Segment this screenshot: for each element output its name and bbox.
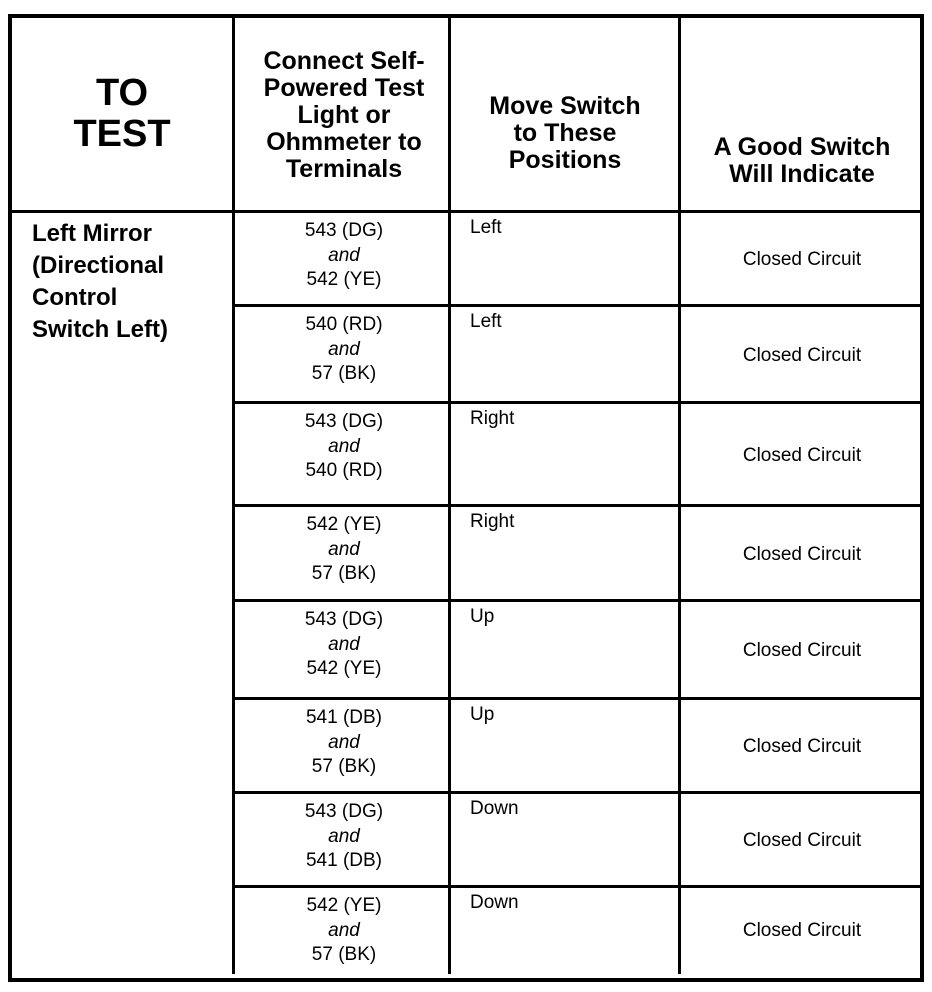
position-cell: Up [470, 704, 495, 725]
terminals-cell [236, 706, 452, 780]
position-cell: Right [470, 408, 515, 429]
terminal-value: 542 (YE) [306, 895, 382, 916]
header-good-switch [682, 126, 922, 196]
position-cell: Left [470, 311, 502, 332]
row-divider [232, 304, 920, 307]
header-good-line: Will Indicate [729, 160, 875, 188]
indication-cell: Closed Circuit [742, 736, 862, 757]
terminal-value: 57 (BK) [311, 563, 377, 585]
terminal-value: 540 (RD) [305, 460, 383, 482]
terminal-value: 541 (DB) [305, 707, 383, 728]
header-divider [12, 210, 920, 213]
header-move-line: to These [513, 118, 617, 147]
header-move-line: Move Switch [489, 91, 641, 120]
indication-cell: Closed Circuit [742, 640, 862, 661]
terminal-conjunction: and [328, 633, 360, 655]
header-move-switch [452, 78, 678, 188]
row-label-line: Switch Left) [32, 316, 168, 344]
row-divider [232, 791, 920, 794]
header-connect-line: Light or [297, 100, 391, 129]
position-cell: Right [470, 511, 515, 532]
indication-cell: Closed Circuit [742, 445, 862, 466]
terminal-conjunction: and [328, 825, 360, 847]
header-connect-line: Terminals [285, 154, 403, 183]
indication-cell: Closed Circuit [742, 920, 862, 941]
terminal-value: 543 (DG) [304, 609, 384, 630]
switch-test-table [8, 14, 924, 982]
row-label-left-mirror [32, 218, 168, 347]
terminal-value: 540 (RD) [305, 314, 383, 335]
header-connect-line: Powered Test [263, 73, 425, 102]
column-divider [678, 18, 681, 974]
column-divider [232, 18, 235, 974]
header-connect-line: Connect Self- [263, 46, 425, 75]
terminals-cell [236, 800, 452, 874]
indication-cell: Closed Circuit [742, 830, 862, 851]
header-connect-line: Ohmmeter to [266, 127, 422, 156]
terminal-value: 542 (YE) [306, 658, 382, 680]
terminal-conjunction: and [328, 919, 360, 941]
row-divider [232, 401, 920, 404]
terminals-cell [236, 313, 452, 387]
terminal-value: 542 (YE) [306, 269, 382, 291]
terminals-cell [236, 894, 452, 968]
indication-cell: Closed Circuit [742, 249, 862, 270]
row-divider [232, 504, 920, 507]
header-good-line: A Good Switch [713, 133, 891, 161]
terminal-value: 543 (DG) [304, 801, 384, 822]
terminal-value: 542 (YE) [306, 514, 382, 535]
header-connect-terminals [236, 22, 452, 208]
position-cell: Down [470, 798, 519, 819]
header-to-test [12, 18, 232, 210]
header-move-line: Positions [508, 145, 622, 174]
terminal-conjunction: and [328, 731, 360, 753]
terminal-value: 57 (BK) [311, 944, 377, 966]
position-cell: Up [470, 606, 495, 627]
indication-cell: Closed Circuit [742, 345, 862, 366]
terminal-value: 541 (DB) [305, 850, 383, 872]
row-label-line: (Directional [32, 252, 165, 280]
position-cell: Down [470, 892, 519, 913]
terminals-cell [236, 513, 452, 587]
row-divider [232, 885, 920, 888]
row-divider [232, 599, 920, 602]
header-to-test-line: TEST [73, 113, 171, 155]
terminal-conjunction: and [328, 435, 360, 457]
row-label-line: Control [32, 284, 118, 312]
terminal-value: 543 (DG) [304, 411, 384, 432]
terminal-value: 57 (BK) [311, 363, 377, 385]
row-label-line: Left Mirror [32, 220, 152, 247]
terminal-conjunction: and [328, 338, 360, 360]
terminals-cell [236, 219, 452, 293]
terminal-value: 57 (BK) [311, 756, 377, 778]
terminals-cell [236, 608, 452, 682]
terminal-conjunction: and [328, 244, 360, 266]
header-to-test-line: TO [95, 71, 149, 114]
terminals-cell [236, 410, 452, 484]
terminal-conjunction: and [328, 538, 360, 560]
position-cell: Left [470, 217, 502, 238]
terminal-value: 543 (DG) [304, 220, 384, 241]
row-divider [232, 697, 920, 700]
indication-cell: Closed Circuit [742, 544, 862, 565]
